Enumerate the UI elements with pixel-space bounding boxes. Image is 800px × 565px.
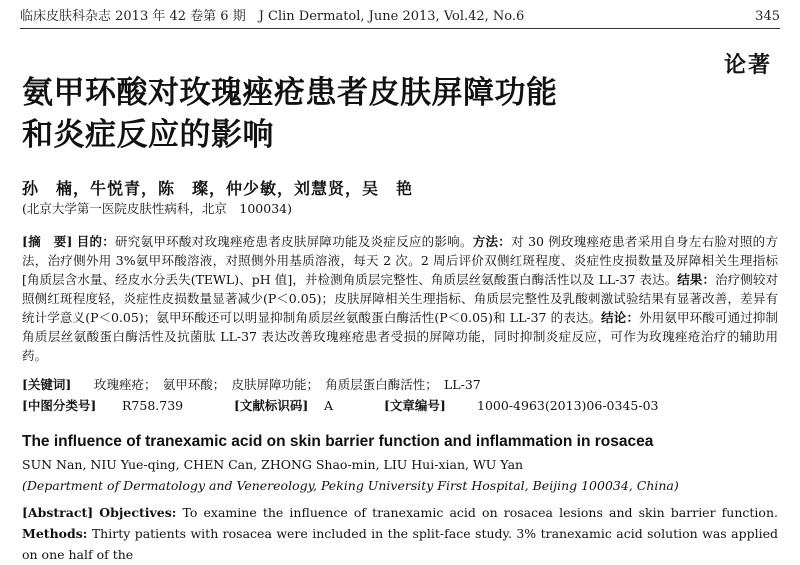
results-label: 结果： [677, 272, 716, 287]
keywords-label: [关键词] [22, 377, 72, 392]
methods-label: 方法： [472, 234, 512, 249]
section-tag: 论著 [723, 52, 772, 78]
en-objectives-text: To examine the influence of tranexamic acid on rosacea lesions and skin barrier function. [182, 505, 778, 520]
header-rule [20, 28, 780, 29]
running-header [20, 8, 780, 26]
doc-code-value: A [324, 398, 334, 413]
classification-row [22, 396, 778, 415]
objective-text: 研究氨甲环酸对玫瑰痤疮患者皮肤屏障功能及炎症反应的影响。 [115, 234, 473, 249]
keywords-value: 玫瑰痤疮； 氨甲环酸； 皮肤屏障功能； 角质层蛋白酶活性； LL-37 [94, 377, 481, 392]
article-no-value: 1000-4963(2013)06-0345-03 [477, 398, 659, 413]
english-title: The influence of tranexamic acid on skin barrier function and inflammation in rosacea [22, 433, 654, 450]
results-text: 治疗侧较对照侧红斑程度轻，炎症性皮损数量显著减少(P＜0.05)；皮肤屏障相关生理指标、角质层完整性及乳酸刺激试验结果有显著改善，差异有统计学意义(P＜0.05)；氨甲环酸还可以明显抑制角质层丝氨酸蛋白酶活性(P＜0.05)和 LL-37 的表达。 [22, 272, 778, 325]
article-no-label: [文章编号] [384, 398, 446, 413]
affiliation: (北京大学第一医院皮肤性病科，北京 100034) [22, 201, 292, 216]
english-authors: SUN Nan, NIU Yue-qing, CHEN Can, ZHONG Shao-min, LIU Hui-xian, WU Yan [22, 457, 524, 472]
objective-label: 目的： [76, 234, 116, 249]
title-line-2: 和炎症反应的影响 [22, 117, 274, 153]
abstract-label: [摘 要] [22, 234, 73, 249]
clc-label: [中图分类号] [22, 398, 97, 413]
journal-info: 临床皮肤科杂志 2013 年 42 卷第 6 期 J Clin Dermatol, June 2013, Vol.42, No.6 [20, 9, 525, 24]
english-affiliation: (Department of Dermatology and Venereology, Peking University First Hospital, Beijing 100034, China) [22, 478, 679, 493]
en-abstract-label: [Abstract] [22, 505, 94, 520]
doc-code-label: [文献标识码] [234, 398, 309, 413]
keywords-row [22, 375, 778, 394]
methods-text: 对 30 例玫瑰痤疮患者采用自身左右脸对照的方法，治疗侧外用 3%氨甲环酸溶液，对照侧外用基质溶液，每天 2 次。2 周后评价双侧红斑程度、炎症性皮损数量及屏障相关生理指标[角质层含水量、经皮水分丢失(TEWL)、pH 值]，并检测角质层完整性、角质层丝氨酸蛋白酶活性以及 LL-37 表达。 [22, 234, 778, 287]
english-abstract [22, 502, 778, 565]
page-number: 345 [755, 9, 780, 24]
en-methods-label: Methods: [22, 526, 88, 541]
title-line-1: 氨甲环酸对玫瑰痤疮患者皮肤屏障功能 [22, 75, 558, 111]
clc-value: R758.739 [122, 398, 184, 413]
conclusion-text: 外用氨甲环酸可通过抑制角质层丝氨酸蛋白酶活性及抗菌肽 LL-37 表达改善玫瑰痤疮患者受损的屏障功能，同时抑制炎症反应，可作为玫瑰痤疮治疗的辅助用药。 [22, 310, 778, 363]
en-methods-text: Thirty patients with rosacea were included in the split-face study. 3% tranexamic acid solution was applied on one half of the [22, 526, 778, 562]
chinese-abstract [22, 232, 778, 365]
author-list: 孙 楠，牛悦青，陈 璨，仲少敏，刘慧贤，吴 艳 [22, 179, 414, 198]
conclusion-label: 结论： [601, 310, 640, 325]
en-objectives-label: Objectives: [99, 505, 177, 520]
article-title [22, 72, 622, 156]
